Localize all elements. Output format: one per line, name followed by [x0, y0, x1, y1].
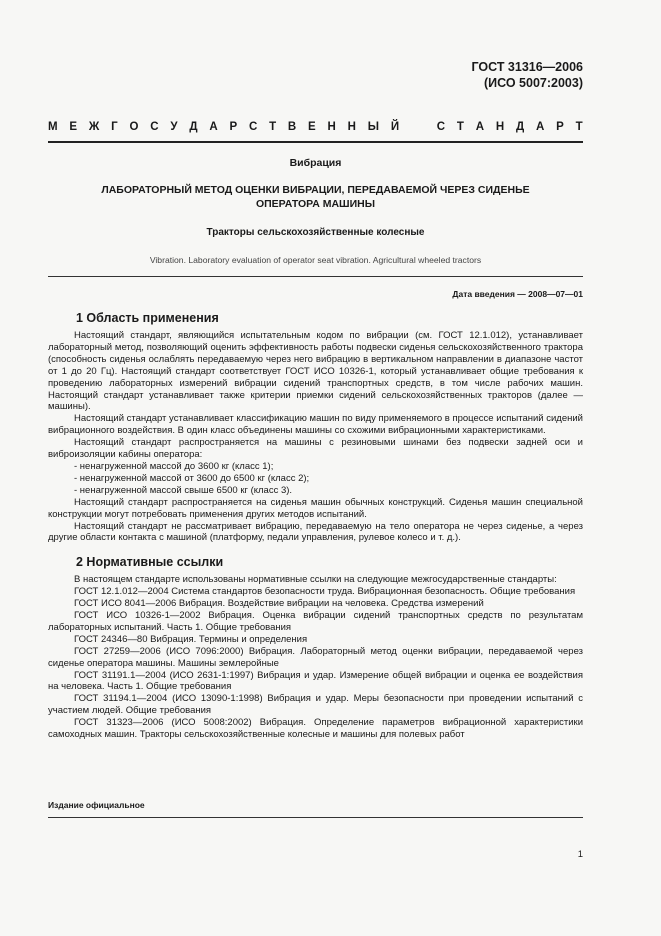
- middle-divider: [48, 276, 583, 277]
- document-body: [48, 310, 583, 741]
- banner-letter: Е: [69, 121, 78, 133]
- banner-letter: С: [436, 121, 446, 133]
- banner-letter: Р: [556, 121, 564, 133]
- banner-letter: М: [48, 121, 58, 133]
- banner-letter: Е: [308, 121, 316, 133]
- gost-number: ГОСТ 31316—2006: [471, 60, 583, 74]
- paragraph: Настоящий стандарт не рассматривает вибрацию, передаваемую на тело оператора не через сиденье, а через другие области контакта с машиной (платформу, педали управления, рулевое колесо и т. д.).: [48, 520, 583, 544]
- paragraph: Настоящий стандарт устанавливает классификацию машин по виду применяемого в процессе испытаний сидений вибрационного воздействия. В один класс объединены машины со схожими вибрационными характеристиками.: [48, 413, 583, 437]
- english-title: Vibration. Laboratory evaluation of operator seat vibration. Agricultural wheeled tractors: [149, 255, 482, 265]
- normative-reference: ГОСТ ИСО 10326-1—2002 Вибрация. Оценка вибрации сидений транспортных средств по результатам лабораторных испытаний. Часть 1. Общие требования: [48, 610, 583, 633]
- banner-letter: Ж: [88, 121, 100, 133]
- banner-letter: Н: [327, 121, 336, 133]
- list-item: - ненагруженной массой до 3600 кг (класс 1);: [74, 460, 274, 472]
- list-item: - ненагруженной массой от 3600 до 6500 кг (класс 2);: [74, 472, 310, 484]
- banner-spacer: [411, 121, 425, 133]
- page-number: 1: [577, 849, 583, 860]
- banner-letter: Р: [229, 121, 238, 133]
- normative-reference: ГОСТ 31194.1—2004 (ИСО 13090-1:1998) Вибрация и удар. Меры безопасности при проведении испытаний с участием людей. Общие требования: [48, 693, 583, 717]
- document-title: ЛАБОРАТОРНЫЙ МЕТОД ОЦЕНКИ ВИБРАЦИИ, ПЕРЕДАВАЕМОЙ ЧЕРЕЗ СИДЕНЬЕ ОПЕРАТОРА МАШИНЫ: [101, 184, 530, 210]
- banner-letter: С: [150, 121, 159, 133]
- subject-heading: Вибрация: [289, 157, 342, 169]
- normative-reference: ГОСТ 24346—80 Вибрация. Термины и определения: [74, 633, 308, 645]
- banner-letter: А: [535, 121, 545, 133]
- banner-letter: О: [129, 121, 139, 133]
- normative-reference: ГОСТ 31323—2006 (ИСО 5008:2002) Вибрация. Определение параметров вибрационной характеристики самоходных машин. Тракторы сельскохозяйственные колесные и машины для полевых работ: [48, 717, 583, 741]
- document-subtitle: Тракторы сельскохозяйственные колесные: [206, 227, 425, 238]
- top-divider: [48, 141, 583, 143]
- iso-number: (ИСО 5007:2003): [484, 76, 583, 90]
- paragraph: Настоящий стандарт распространяется на машины с резиновыми шинами без подвески задней оси и виброизоляции кабины оператора:: [48, 437, 583, 461]
- banner-letter: Т: [456, 121, 464, 133]
- banner-letter: Т: [575, 121, 583, 133]
- banner-letter: Т: [269, 121, 277, 133]
- section-gap: [48, 544, 583, 554]
- banner-letter: Д: [189, 121, 198, 133]
- interstate-standard-banner: [48, 121, 583, 133]
- banner-letter: В: [287, 121, 297, 133]
- normative-reference: ГОСТ 12.1.012—2004 Система стандартов безопасности труда. Вибрационная безопасность. Общие требования: [74, 586, 576, 598]
- standard-number-block: [471, 59, 583, 91]
- paragraph: Настоящий стандарт, являющийся испытательным кодом по вибрации (см. ГОСТ 12.1.012), устанавливает лабораторный метод, позволяющий оценить эффективность работы подвески сиденья сельскохозяйственного трактора (способность сиденья ослаблять передаваемую через него вибрацию в вертикальном направлении в диапазоне частот от 1 до 20 Гц). Настоящий стандарт соответствует ГОСТ ИСО 10326-1, который устанавливает общие требования к проведению лабораторных измерений вибрации сидений транспортных средств, в том числе рабочих машин. Настоящий стандарт устанавливает также критерии приемки сидений сельскохозяйственных тракторов (далее — машины).: [48, 330, 583, 413]
- banner-letter: Й: [390, 121, 400, 133]
- banner-letter: А: [475, 121, 485, 133]
- normative-reference: ГОСТ ИСО 8041—2006 Вибрация. Воздействие вибрации на человека. Средства измерений: [74, 598, 484, 610]
- banner-letter: Н: [495, 121, 505, 133]
- section-1-heading: 1 Область применения: [76, 311, 219, 325]
- list-item: - ненагруженной массой свыше 6500 кг (класс 3).: [74, 484, 293, 496]
- introduction-date: Дата введения — 2008—07—01: [452, 289, 583, 299]
- section-2-heading: 2 Нормативные ссылки: [76, 555, 224, 570]
- paragraph: Настоящий стандарт распространяется на сиденья машин обычных конструкций. Сиденья машин специальной конструкции могут потребовать применения других методов испытаний.: [48, 496, 583, 520]
- footer-divider: [48, 817, 583, 818]
- banner-letter: С: [248, 121, 258, 133]
- banner-letter: Г: [111, 121, 118, 133]
- banner-letter: Д: [515, 121, 525, 133]
- normative-reference: ГОСТ 27259—2006 (ИСО 7096:2000) Вибрация. Лабораторный метод оценки вибрации, передаваемой через сиденье оператора машины. Машины землеройные: [48, 645, 583, 669]
- banner-letter: Н: [347, 121, 356, 133]
- banner-letter: Ы: [367, 121, 380, 133]
- normative-reference: ГОСТ 31191.1—2004 (ИСО 2631-1:1997) Вибрация и удар. Измерение общей вибрации и оценка ее воздействия на человека. Часть 1. Общие требования: [48, 669, 583, 693]
- banner-letter: А: [209, 121, 218, 133]
- official-edition-label: Издание официальное: [48, 800, 145, 810]
- paragraph: В настоящем стандарте использованы нормативные ссылки на следующие межгосударственные стандарты:: [74, 574, 557, 586]
- banner-letter: У: [170, 121, 178, 133]
